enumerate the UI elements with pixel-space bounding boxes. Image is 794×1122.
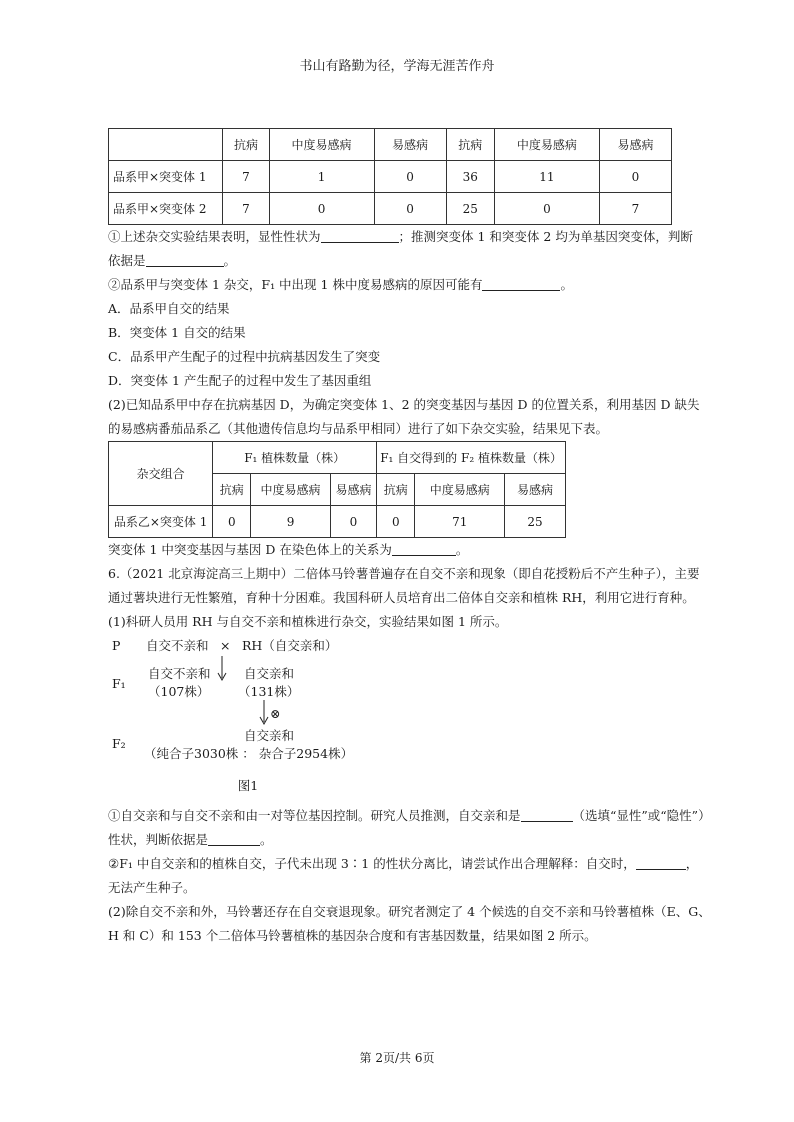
table-header: 易感病 [599, 129, 671, 161]
part-2-text: 的易感病番茄品系乙（其他遗传信息均与品系甲相同）进行了如下杂交实验，结果见下表。 [108, 421, 609, 436]
table-row [109, 129, 672, 161]
arrow-down-icon [258, 700, 270, 726]
question-6b: ②F₁ 中自交亲和的植株自交，子代未出现 3∶1 的性状分离比，请尝试作出合理解释：自交时， ， [108, 856, 699, 871]
question-6-text: 6.（2021 北京海淀高三上期中）二倍体马铃薯普遍存在自交不亲和现象（即自花授粉后不产生种子），主要 [108, 566, 700, 581]
question-1: ①上述杂交实验结果表明，显性性状为 ；推测突变体 1 和突变体 2 均为单基因突变体，判断 [108, 229, 693, 244]
table-header: 抗病 [223, 129, 269, 161]
question-6a: ①自交亲和与自交不亲和由一对等位基因控制。研究人员推测，自交亲和是 （选填“显性”或“隐性”） [108, 808, 711, 823]
question-1-cont: 依据是 。 [108, 253, 237, 268]
question-6-text: (1)科研人员用 RH 与自交不亲和植株进行杂交，实验结果如图 1 所示。 [108, 614, 508, 629]
answer-blank[interactable] [321, 228, 399, 243]
table-header: 杂交组合 [109, 442, 213, 506]
answer-blank[interactable] [636, 855, 686, 870]
answer-blank[interactable] [521, 807, 573, 822]
table-header: 中度易感病 [494, 129, 599, 161]
table-row: 抗病 中度易感病 易感病 抗病 中度易感病 易感病 [109, 474, 566, 506]
option-b: B．突变体 1 自交的结果 [108, 325, 246, 340]
option-a: A．品系甲自交的结果 [108, 301, 230, 316]
question-6b-cont: 无法产生种子。 [108, 880, 196, 895]
table-row: 品系甲×突变体 2 7 0 0 25 0 7 [109, 193, 672, 225]
page-header: 书山有路勤为径，学海无涯苦作舟 [299, 59, 495, 74]
answer-blank[interactable] [482, 276, 560, 291]
result-table-1 [108, 128, 672, 225]
cross-diagram: P 自交不亲和 × RH（自交亲和） F₁ 自交不亲和 （107株） 自交亲和 （131株） ⊗ F₂ 自交亲和 （纯合子3030株 ： 杂合子2954株） [112, 638, 354, 761]
answer-blank[interactable] [146, 252, 224, 267]
arrow-down-icon [216, 656, 228, 682]
answer-blank[interactable] [208, 831, 260, 846]
table-row: 品系甲×突变体 1 7 1 0 36 11 0 [109, 161, 672, 193]
table-header: 抗病 [446, 129, 494, 161]
result-table-2 [108, 441, 566, 538]
figure-caption: 图1 [237, 778, 259, 793]
question-6-text: 通过薯块进行无性繁殖，育种十分困难。我国科研人员培育出二倍体自交亲和植株 RH，利用它进行育种。 [108, 590, 695, 605]
table-header: F₁ 植株数量（株） [213, 442, 377, 474]
self-cross-icon: ⊗ [270, 706, 281, 721]
answer-blank[interactable] [392, 541, 456, 556]
table-row [109, 442, 566, 474]
question-6a-cont: 性状，判断依据是 。 [108, 832, 273, 847]
table-header: 易感病 [374, 129, 446, 161]
table-header: 中度易感病 [269, 129, 374, 161]
part-2-text: (2)已知品系甲中存在抗病基因 D，为确定突变体 1、2 的突变基因与基因 D 的位置关系，利用基因 D 缺失 [108, 397, 700, 412]
page-content [108, 128, 711, 948]
option-d: D．突变体 1 产生配子的过程中发生了基因重组 [108, 373, 372, 388]
question-2: ②品系甲与突变体 1 杂交，F₁ 中出现 1 株中度易感病的原因可能有 。 [108, 277, 573, 292]
question-6c: (2)除自交不亲和外，马铃薯还存在自交衰退现象。研究者测定了 4 个候选的自交不亲和马铃薯植株（E、G、 [108, 904, 711, 919]
page-footer: 第 2页/共 6页 [359, 1051, 435, 1065]
option-c: C．品系甲产生配子的过程中抗病基因发生了突变 [108, 349, 381, 364]
table-2-question: 突变体 1 中突变基因与基因 D 在染色体上的关系为 。 [108, 542, 469, 557]
table-row: 品系乙×突变体 1 0 9 0 0 71 25 [109, 506, 566, 538]
table-header: F₁ 自交得到的 F₂ 植株数量（株） [377, 442, 566, 474]
question-6c-cont: H 和 C）和 153 个二倍体马铃薯植株的基因杂合度和有害基因数量，结果如图 2 所示。 [108, 928, 597, 943]
